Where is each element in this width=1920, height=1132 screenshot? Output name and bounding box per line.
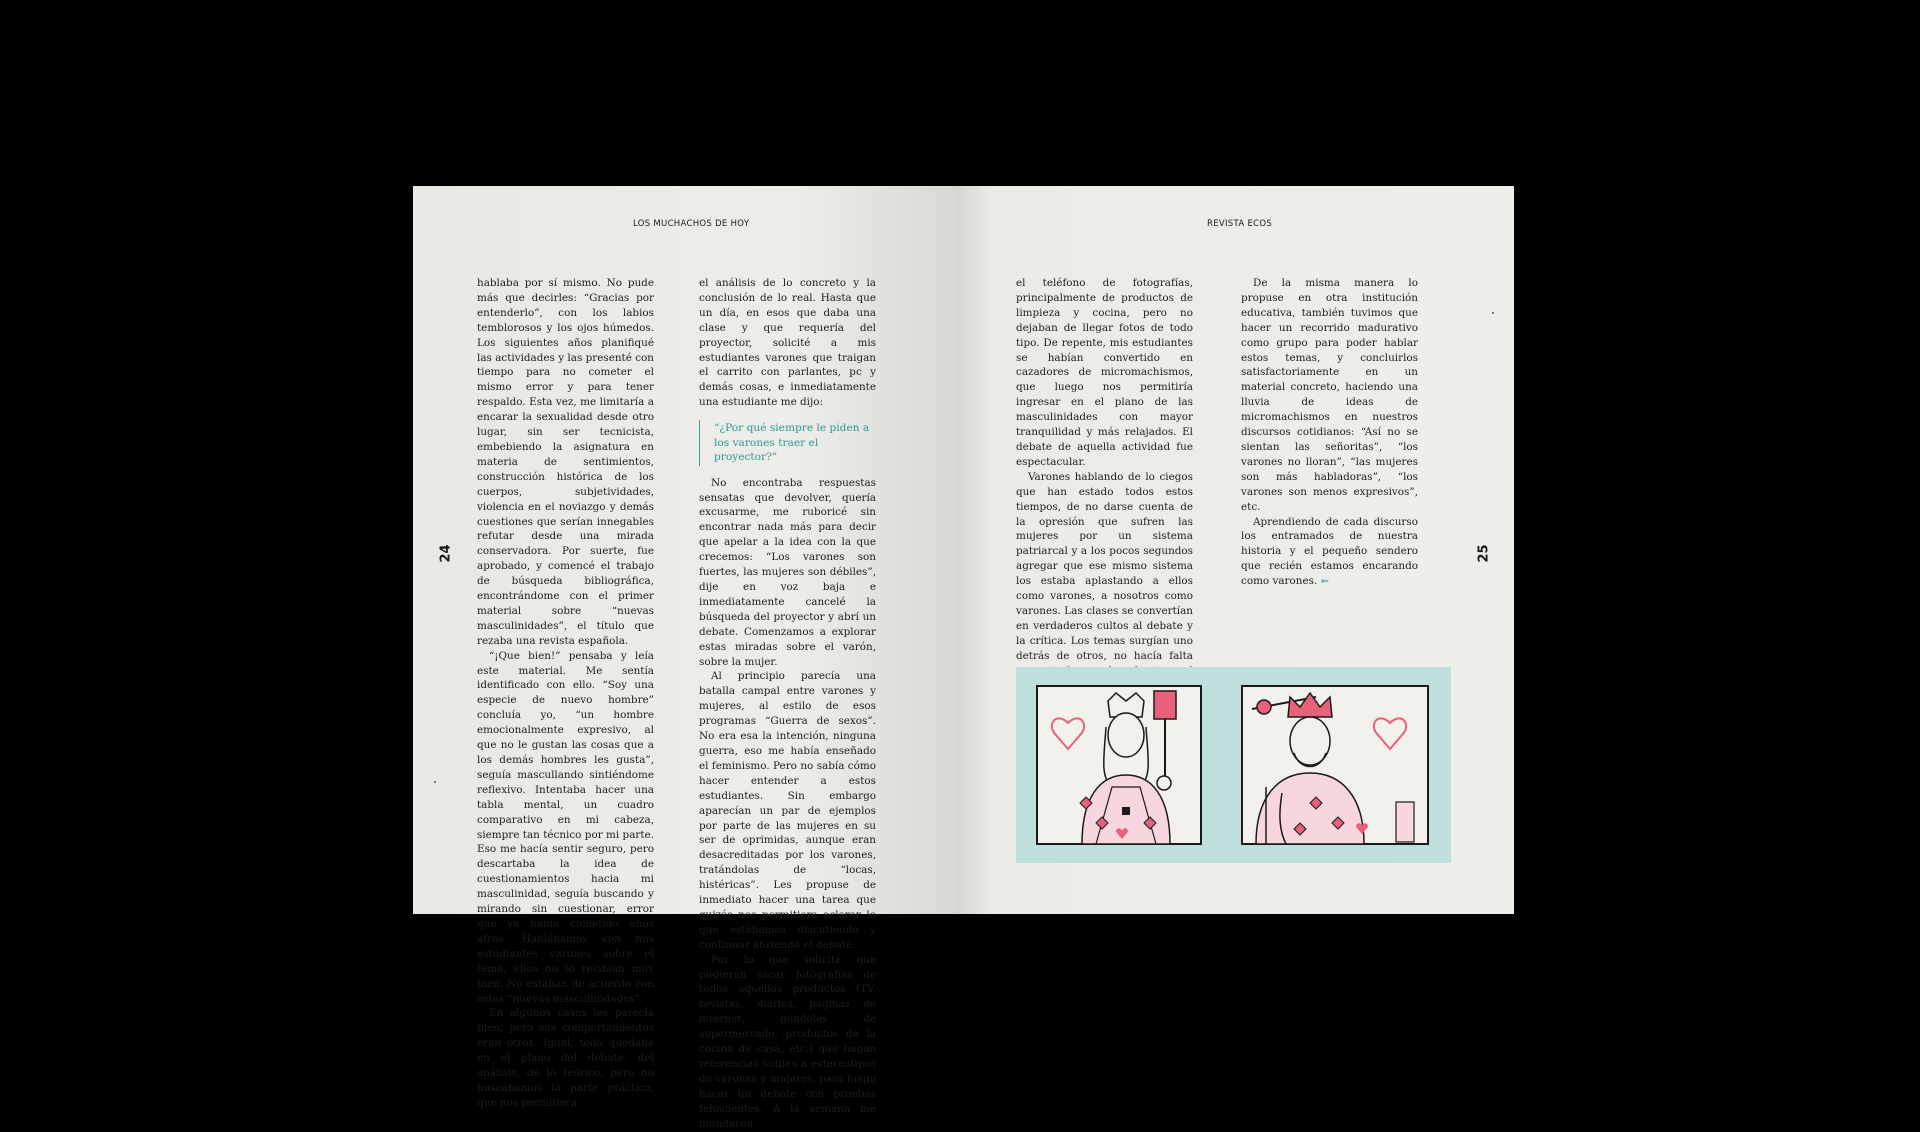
speck xyxy=(434,781,436,783)
paragraph: Por lo que solicité que pudieran sacar fotografías de todos aquellos productos (TV, revistas, diarios, páginas de internet, góndolas de supermercado, productos de la cocina de casa, etc.) que hagan referencias sutiles a estereotipos de varones y mujeres, para luego hacer un debate con pruebas fehacientes. A la semana me inundaron xyxy=(699,953,876,1130)
queen-of-hearts-card-icon xyxy=(1037,686,1201,844)
cards-illustration xyxy=(1016,667,1451,863)
running-head-left: LOS MUCHACHOS DE HOY xyxy=(633,219,750,229)
paragraph: “¡Que bien!” pensaba y leía este material. Me sentía identificado con ello. “Soy una especie de nuevo hombre” concluía yo, “un hombre emocionalmente expresivo, al que no le gustan las cosas que a los demás hombres les gusta”, seguía mascullando sintiéndome reflexivo. Intentaba hacer una tabla mental, un cuadro comparativo en mi cabeza, siempre tan técnico por mi parte. Eso me hacía sentir seguro, pero descartaba la idea de cuestionamientos hacia mi masculinidad, seguía buscando y mirando sin cuestionar, error que ya había cometido años atrás. Hablábamos con mis estudiantes varones sobre el tema, ellos no lo recibían muy bien. No estaban de acuerdo con estas “nuevas masculinidades”. xyxy=(477,649,654,1005)
king-of-hearts-card-icon xyxy=(1242,686,1428,844)
paragraph: el análisis de lo concreto y la conclusión de lo real. Hasta que un día, en esos que daba una clase y que requería del proyector, solicité a mis estudiantes varones que traigan el carrito con parlantes, pc y demás cosas, e inmediatamente una estudiante me dijo: xyxy=(699,277,876,409)
left-column-1 xyxy=(477,276,654,1109)
right-column-2 xyxy=(1241,276,1418,656)
paragraph: el teléfono de fotografías, principalmente de productos de limpieza y cocina, pero no dejaban de llegar fotos de todo tipo. De repente, mis estudiantes se habían convertido en cazadores de micromachismos, que luego nos permitiría ingresar en el plano de las masculinidades con mayor tranquilidad y más relajados. El debate de aquella actividad fue espectacular. xyxy=(1016,277,1193,468)
paragraph: hablaba por sí mismo. No pude más que decirles: “Gracias por entenderlo”, con los labios temblorosos y los ojos húmedos. Los siguientes años planifiqué las actividades y las presenté con tiempo para no cometer el mismo error y para tener respaldo. Esta vez, me limitaría a encarar la sexualidad desde otro lugar, sin ser tecnicista, embebiendo la asignatura en materia de sentimientos, construcción histórica de los cuerpos, subjetividades, violencia en el noviazgo y demás cuestiones que serían innegables refutar desde una mirada conservadora. Por suerte, fue aprobado, y comencé el trabajo de búsqueda bibliográfica, encontrándome con el primer material sobre “nuevas masculinidades”, el título que rezaba una revista española. xyxy=(477,277,654,647)
illustration-playing-cards xyxy=(1016,667,1451,863)
paragraph: Varones hablando de lo ciegos que han estado todos estos tiempos, de no darse cuenta de la opresión que sufren las mujeres por un sistema patriarcal y a los pocos segundos agregar que ese mismo sistema los estaba aplastando a ellos como varones, a nosotros como varones. Las clases se convertían en verdaderos cultos al debate y la crítica. Los temas surgían uno detrás de otros, no hacía falta xyxy=(1016,470,1193,662)
right-column-1 xyxy=(1016,276,1193,662)
paragraph: Al principio parecía una batalla campal entre varones y mujeres, al estilo de esos programas “Guerra de sexos”. No era esa la intención, ninguna guerra, eso me había enseñado el feminismo. Pero no sabía cómo hacer entender a estos estudiantes. Sin embargo aparecían un par de ejemplos por parte de las mujeres en su ser de oprimidas, aunque eran desacreditadas por los varones, tratándolas de “locas, histéricas”. Les propuse de inmediato hacer una tarea que quizás nos permitiera aclarar lo que estábamos discutiendo y continuar abriendo el debate. xyxy=(699,670,876,951)
paragraph xyxy=(1241,515,1418,591)
speck xyxy=(1492,312,1494,314)
page-number-right: 25 xyxy=(1476,544,1492,563)
left-page xyxy=(413,186,957,1130)
paragraph-text: Aprendiendo de cada discurso los entramados de nuestra historia y el pequeño sendero que recién estamos encarando como varones. xyxy=(1241,515,1418,588)
paragraph: De la misma manera lo propuse en otra institución educativa, también tuvimos que hacer un recorrido madurativo como grupo para poder hablar estos temas, y concluirlos satisfactoriamente en un material concreto, haciendo una lluvia de ideas de micromachismos en nuestros discursos cotidianos: “Así no se sientan las señoritas”, “los varones no lloran”, “las mujeres son más habladoras”, “los varones son menos expresivos”, etc. xyxy=(1241,277,1418,513)
paragraph: En algunos casos les parecía bien, pero sus comportamientos eran otros. Igual, todo quedaba en el plano del debate, del análisis, de lo teórico, pero no buscábamos la parte práctica, que nos permitiera xyxy=(477,1007,654,1109)
end-mark-icon: ⇐ xyxy=(1320,576,1329,588)
paragraph: No encontraba respuestas sensatas que devolver, quería excusarme, me ruboricé sin encontrar nada más para decir que apelar a la idea con la que crecemos: “Los varones son fuertes, las mujeres son débiles”, dije en voz baja e inmediatamente cancelé la búsqueda del proyector y abrí un debate. Comenzamos a explorar estas miradas sobre el varón, sobre la mujer. xyxy=(699,476,876,668)
running-head-right: REVISTA ECOS xyxy=(1207,219,1273,229)
left-column-2 xyxy=(699,276,876,1130)
page-number-left: 24 xyxy=(438,544,454,563)
right-page xyxy=(957,186,1514,914)
pull-quote: “¿Por qué siempre le piden a los varones traer el proyector?” xyxy=(699,420,876,466)
